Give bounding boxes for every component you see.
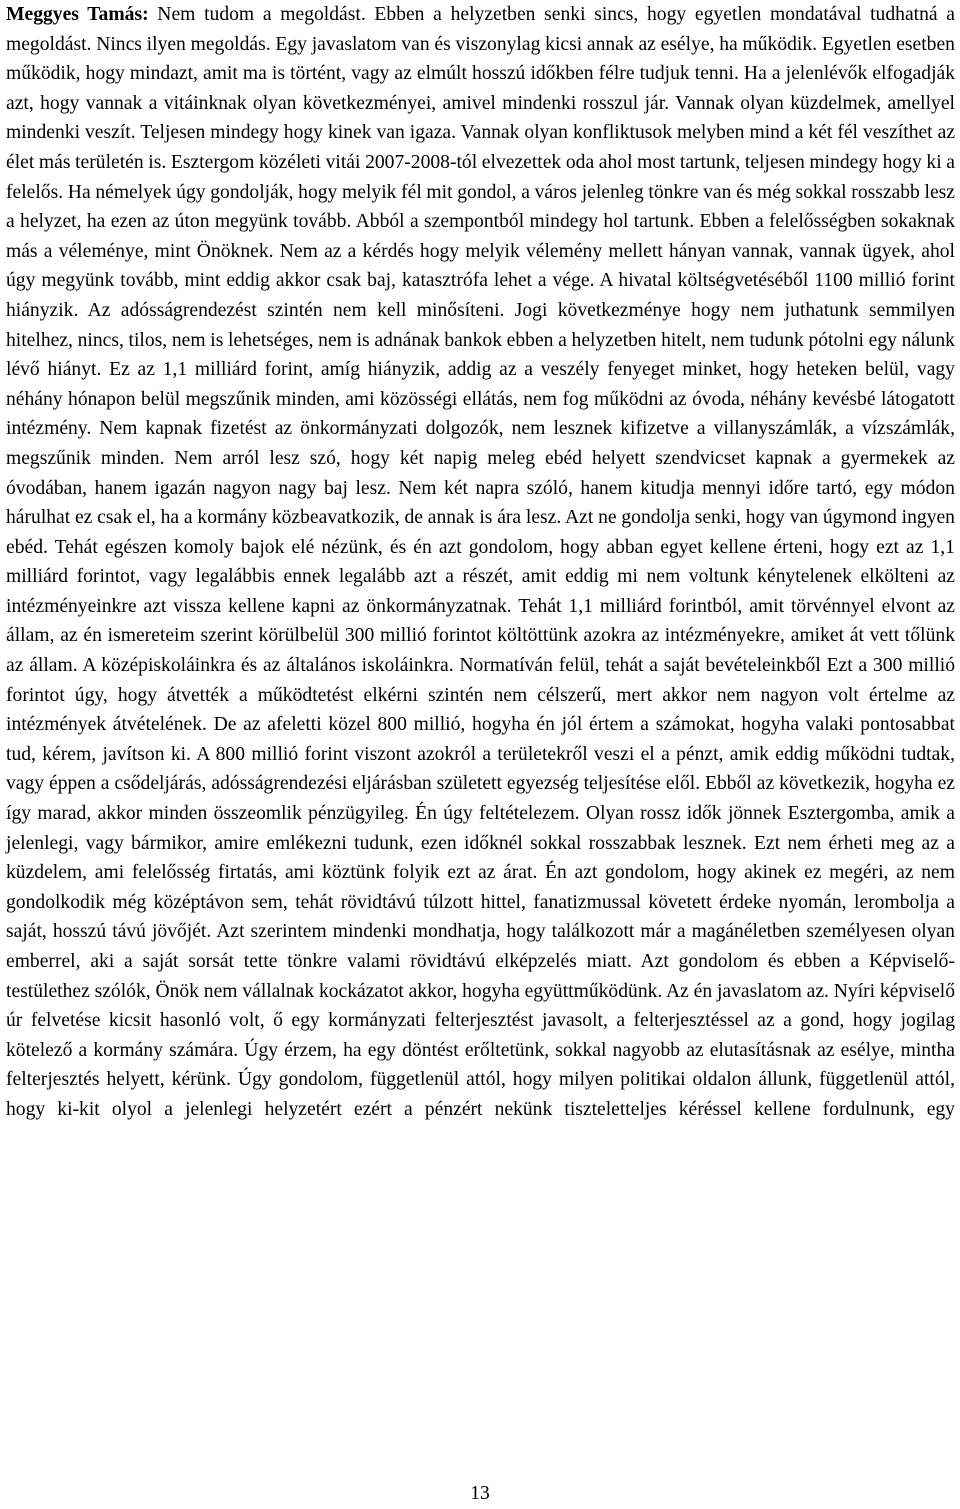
body-line: mindegy hol tartunk. Ebben a felelősségben sokaknak más a véleménye, mint Önöknek. Nem bbox=[6, 211, 955, 262]
body-line: jelenlegi helyzetért ezért a pénzért nekünk tiszteletteljes kéréssel kellene fordulnunk, egy bbox=[185, 1098, 955, 1120]
body-line: küzdelmek, amellyel mindenki veszít. Teljesen mindegy hogy kinek van igaza. Vannak olyan bbox=[6, 92, 955, 144]
body-line: módon hárulhat ez csak el, ha a kormány közbeavatkozik, de annak is ára lesz. Azt ne bbox=[6, 477, 955, 529]
body-line: amit törvénnyel elvont az állam, az én ismereteim szerint körülbelül 300 millió forintot bbox=[6, 595, 955, 647]
body-line: gondolja senki, hogy van úgymond ingyen ebéd. Tehát egészen komoly bajok elé nézünk, és bbox=[6, 507, 955, 558]
body-line: hogy két napig meleg ebéd helyett szendvicset kapnak a gyermekek az óvodában, hanem bbox=[6, 447, 955, 499]
body-line: rövidtávú elképzelés miatt. Azt gondolom és ebben a Képviselő-testülethez szólók, Önök nem bbox=[6, 951, 955, 1002]
body-line: általános iskoláinkra. Normatíván felül, tehát a saját bevételeinkből Ezt a 300 millió forintot bbox=[6, 655, 956, 706]
body-line: azokról a területekről veszi el a pénzt, amik eddig működni tudtak, vagy éppen a csődeljárás, bbox=[6, 743, 955, 795]
body-line: igazán nagyon nagy baj lesz. Nem két napra szóló, hanem kitudja mennyi időre tartó, egy bbox=[154, 477, 893, 499]
body-line: középtávon sem, tehát rövidtávú túlzott hittel, fanatizmussal követett érdeke nyomán, bbox=[153, 891, 847, 913]
body-line: lerombolja a saját, hosszú távú jövőjét. Azt szerintem mindenki mondhatja, hogy találkozott bbox=[6, 891, 956, 943]
document-page bbox=[6, 0, 955, 1509]
body-line: számokat, hogyha valaki pontosabbat tud, kérem, javítson ki. A 800 millió forint viszont bbox=[6, 714, 955, 765]
body-line: némelyek úgy gondolják, hogy melyik fél mit gondol, a város jelenleg tönkre van és még bbox=[95, 181, 791, 203]
body-line: kicsi annak az esélye, ha működik. Egyetlen esetben működik, hogy mindazt, amit ma is bbox=[6, 33, 955, 85]
body-line: én azt gondolom, hogy abban egyet kellene érteni, hogy ezt az 1,1 milliárd forintot, vagy bbox=[6, 536, 955, 588]
speaker-name: Meggyes Tamás: bbox=[6, 4, 149, 25]
body-line: értelme az intézmények átvételének. De az afeletti közel 800 millió, hogyha én jól értem a bbox=[6, 684, 955, 736]
body-line: adósságrendezési eljárásban született egyezség teljesítése elől. Ebből az következik, hogyha bbox=[211, 773, 933, 795]
body-line: gond, hogy jogilag kötelező a kormány számára. Úgy érzem, ha egy döntést erőltetünk, sokkal bbox=[6, 1010, 955, 1061]
body-line: jönnek Esztergomba, amik a jelenlegi, vagy bármikor, amire emlékezni tudunk, ezen időknél bbox=[6, 803, 955, 854]
body-line: tovább, mint eddig akkor csak baj, katasztrófa lehet a vége. A hivatal költségvetéséből 1100 bbox=[120, 270, 853, 292]
body-line: ez így marad, akkor minden összeomlik pénzügyileg. Én úgy feltételezem. Olyan rossz idők bbox=[6, 773, 955, 825]
body-line: úgy, hogy átvették a működtetést elkérni szintén nem célszerű, mert akkor nem nagyon volt bbox=[74, 684, 859, 706]
body-line: az a kérdés hogy melyik vélemény mellett hányan vannak, vannak ügyek, ahol úgy megyünk bbox=[6, 240, 955, 292]
body-line: mondatával tudhatná a megoldást. Nincs ilyen megoldás. Egy javaslatom van és viszonylag bbox=[6, 4, 955, 55]
body-line: néhány kevésbé látogatott intézmény. Nem kapnak fizetést az önkormányzati dolgozók, nem bbox=[6, 388, 955, 440]
body-line: néhány hónapon belül megszűnik minden, ami közösségi ellátás, nem fog működni az óvoda, bbox=[6, 388, 745, 410]
body-line: konfliktusok melyben mind a két fél veszíthet az élet más területén is. Esztergom közéleti bbox=[6, 122, 956, 173]
body-line: köztünk folyik ezt az árat. Én azt gondolom, hogy akinek ez megéri, az nem gondolkodik még bbox=[6, 862, 955, 913]
body-line: vitái 2007-2008-tól elvezettek oda ahol most tartunk, teljesen mindegy hogy ki a felelős. Ha bbox=[6, 151, 955, 203]
body-paragraph bbox=[6, 0, 955, 1125]
body-line: függetlenül attól, hogy milyen politikai oldalon állunk, függetlenül attól, hogy ki-kit olyol a bbox=[6, 1069, 955, 1120]
page-number: 13 bbox=[470, 1483, 490, 1504]
body-line: vannak a vitáinknak olyan következményei, amivel mindenki rosszul jár. Vannak olyan bbox=[85, 92, 784, 114]
body-line: felvetése kicsit hasonló volt, ő egy kormányzati felterjesztést javasolt, a felterjesztéssel az a bbox=[30, 1010, 792, 1032]
body-line: költöttünk azokra az intézményekre, amiket át vett tőlünk az állam. A középiskoláinkra és az bbox=[6, 625, 956, 677]
body-line: nagyobb az elutasításnak az esélye, mintha felterjesztés helyett, kérünk. Úgy gondolom, bbox=[6, 1039, 955, 1091]
body-line: vállalnak kockázatot akkor, hogyha együttműködünk. Az én javaslatom az. Nyíri képviselő úr bbox=[6, 980, 955, 1032]
body-line: sokkal rosszabbak lesznek. Ezt nem érheti meg az a küzdelem, ami felelősség firtatás, ami bbox=[6, 832, 955, 884]
body-line: történt, vagy az elmúlt hosszú időkben félre tudjuk tenni. Ha a jelenlévők elfogadják azt, hogy bbox=[6, 63, 956, 114]
body-line: intézményeinkre azt vissza kellene kapni az önkormányzatnak. Tehát 1,1 milliárd forintból, bbox=[6, 595, 743, 617]
body-line: millió forint hiányzik. Az adósságrendezést szintén nem kell minősíteni. Jogi következménye bbox=[6, 270, 955, 321]
body-line: már a magánéletben személyesen olyan emberrel, aki a saját sorsát tette tönkre valami bbox=[6, 921, 955, 972]
body-line: bankok ebben a helyzetben hitelt, nem tudunk pótolni egy nálunk lévő hiányt. Ez az 1,1 bbox=[6, 329, 955, 381]
body-line: milliárd forint, amíg hiányzik, addig az a veszély fenyeget minket, hogy heteken belül, vagy bbox=[194, 359, 955, 381]
body-line: Nem tudom a megoldást. Ebben a helyzetben senki sincs, hogy egyetlen bbox=[148, 4, 762, 25]
body-line: sokkal rosszabb lesz a helyzet, ha ezen az úton megyünk tovább. Abból a szempontból bbox=[6, 181, 955, 233]
body-line: hogy nem juthatunk semmilyen hitelhez, nincs, tilos, nem is lehetséges, nem is adnának bbox=[6, 299, 955, 351]
body-line: legalábbis ennek legalább azt a részét, amit eddig mi nem voltunk kénytelenek elkölteni az bbox=[195, 566, 955, 588]
body-line: lesznek kifizetve a villanyszámlák, a vízszámlák, megszűnik minden. Nem arról lesz szó, bbox=[6, 418, 955, 469]
